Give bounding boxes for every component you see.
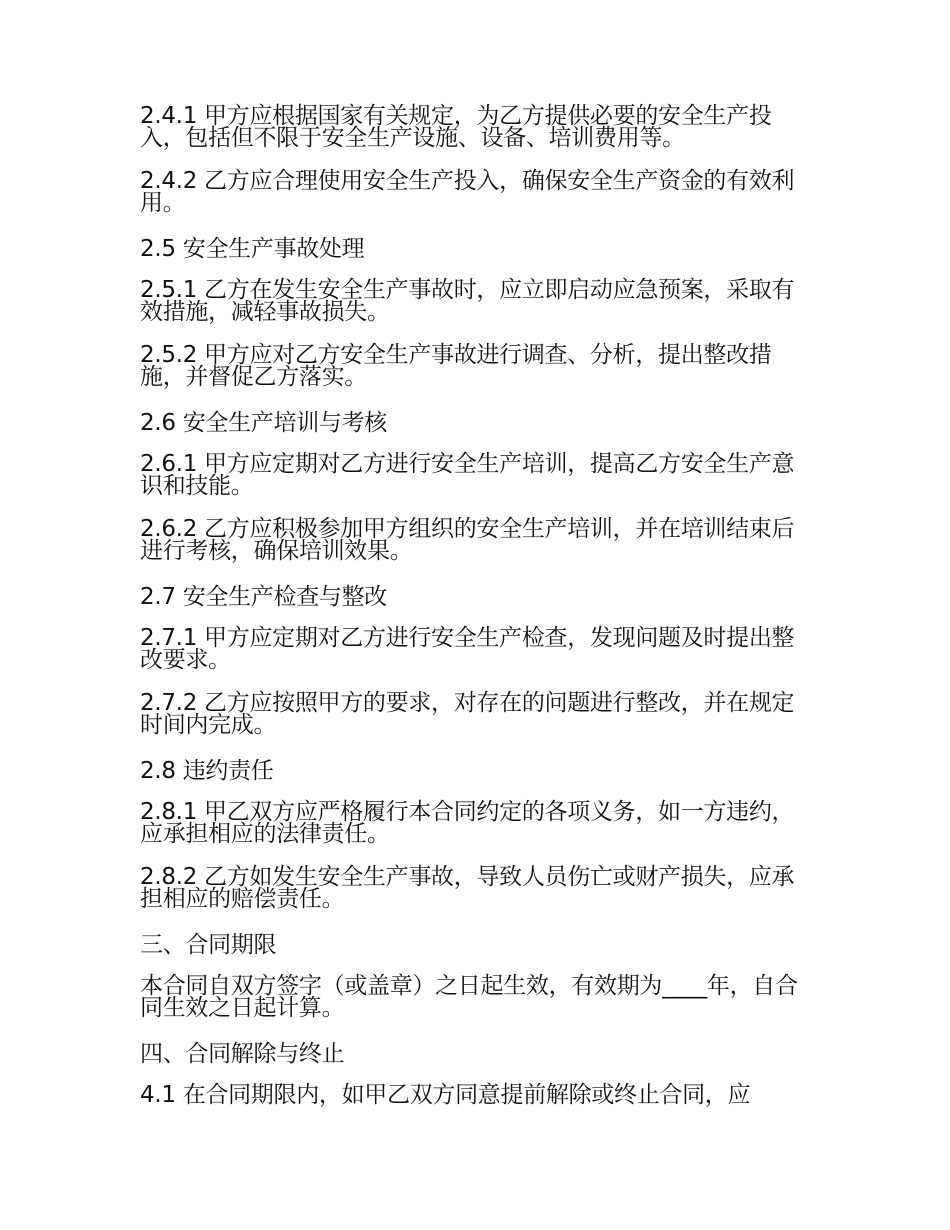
section-heading-contract-term: 三、合同期限 — [140, 932, 277, 958]
clause-2-6-2: 2.6.2 乙方应积极参加甲方组织的安全生产培训，并在培训结束后进行考核，确保培训效果。 — [140, 516, 795, 564]
contract-term-paragraph: 本合同自双方签字（或盖章）之日起生效，有效期为____年，自合同生效之日起计算。 — [140, 973, 798, 1021]
clause-2-8-1: 2.8.1 甲乙双方应严格履行本合同约定的各项义务，如一方违约，应承担相应的法律责任。 — [140, 799, 795, 847]
section-heading-2-8: 2.8 违约责任 — [140, 758, 274, 784]
section-heading-2-7: 2.7 安全生产检查与整改 — [140, 584, 387, 610]
clause-2-8-2: 2.8.2 乙方如发生安全生产事故，导致人员伤亡或财产损失，应承担相应的赔偿责任。 — [140, 864, 795, 912]
clause-2-4-2: 2.4.2 乙方应合理使用安全生产投入，确保安全生产资金的有效利用。 — [140, 168, 795, 216]
section-heading-2-5: 2.5 安全生产事故处理 — [140, 236, 365, 262]
clause-2-7-1: 2.7.1 甲方应定期对乙方进行安全生产检查，发现问题及时提出整改要求。 — [140, 625, 795, 673]
clause-2-4-1: 2.4.1 甲方应根据国家有关规定，为乙方提供必要的安全生产投入，包括但不限于安全生产设施、设备、培训费用等。 — [140, 103, 772, 151]
clause-2-5-2: 2.5.2 甲方应对乙方安全生产事故进行调查、分析，提出整改措施，并督促乙方落实。 — [140, 342, 772, 390]
section-heading-2-6: 2.6 安全生产培训与考核 — [140, 410, 387, 436]
clause-4-1: 4.1 在合同期限内，如甲乙双方同意提前解除或终止合同，应 — [140, 1082, 751, 1108]
document-page — [140, 105, 802, 1127]
clause-2-6-1: 2.6.1 甲方应定期对乙方进行安全生产培训，提高乙方安全生产意识和技能。 — [140, 451, 795, 499]
section-heading-termination: 四、合同解除与终止 — [140, 1041, 345, 1067]
clause-2-5-1: 2.5.1 乙方在发生安全生产事故时，应立即启动应急预案，采取有效措施，减轻事故损失。 — [140, 277, 795, 325]
clause-2-7-2: 2.7.2 乙方应按照甲方的要求，对存在的问题进行整改，并在规定时间内完成。 — [140, 690, 795, 738]
